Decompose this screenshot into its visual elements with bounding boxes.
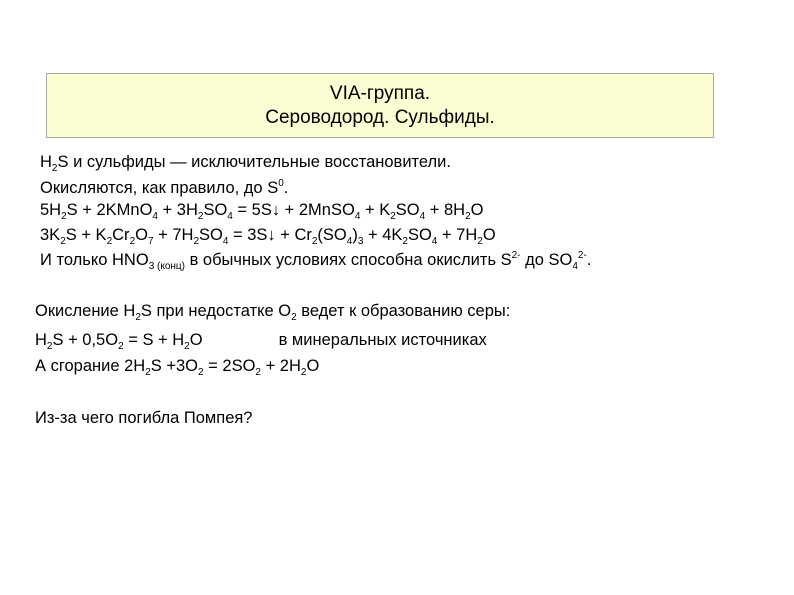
subscript: 2 <box>51 163 58 174</box>
subscript: 2 <box>402 236 408 247</box>
text-segment: + 7H <box>437 226 478 244</box>
text-segment: SO <box>395 201 420 219</box>
text-segment: O <box>470 201 484 219</box>
text-segment: S +3O <box>150 357 199 375</box>
text-segment: И только HNO <box>40 251 149 269</box>
text-segment: = 5S↓ + 2MnSO <box>232 201 355 219</box>
subscript: 2 <box>197 211 204 222</box>
subscript: 2 <box>300 367 307 378</box>
superscript: 2- <box>511 250 521 261</box>
equation-combustion <box>35 356 319 376</box>
equation-partial-oxidation <box>35 330 487 350</box>
subscript: 2 <box>390 211 396 222</box>
text-segment: H <box>35 331 47 349</box>
subscript: 4 <box>354 211 361 222</box>
text-segment: O <box>306 357 320 375</box>
text-segment: Окисление H <box>35 302 136 320</box>
subscript: 2 <box>129 236 136 247</box>
text-segment: в обычных условиях способна окислить S <box>185 251 512 269</box>
question-pompeii <box>35 408 252 428</box>
subscript: 2 <box>311 236 318 247</box>
text-segment: Из-за чего погибла Помпея? <box>35 409 253 427</box>
slide-title-line-2: Сероводород. Сульфиды. <box>265 107 495 128</box>
text-segment: O <box>482 226 496 244</box>
subscript: 3 <box>357 236 364 247</box>
subscript: 2 <box>465 211 471 222</box>
text-segment: SO <box>199 226 223 244</box>
superscript: 0 <box>278 178 284 189</box>
subscript: 2 <box>477 236 483 247</box>
text-segment: в минеральных источниках <box>278 331 487 349</box>
subscript: 4 <box>346 236 353 247</box>
subscript: 2 <box>118 341 124 352</box>
text-segment: S и сульфиды — исключительные восстановители. <box>57 153 451 171</box>
text-segment: (SO <box>317 226 347 244</box>
subscript: 2 <box>184 341 190 352</box>
text-segment: + 3H <box>157 201 198 219</box>
text-segment: . <box>283 179 289 197</box>
text-segment: + 7H <box>153 226 194 244</box>
text-segment: = S + H <box>123 331 185 349</box>
subscript: 2 <box>135 312 141 323</box>
text-segment: 5H <box>40 201 62 219</box>
text-segment: = 2SO <box>203 357 256 375</box>
subscript: 4 <box>152 211 158 222</box>
text-segment: S + 2KMnO <box>66 201 153 219</box>
text-segment: + 4K <box>363 226 403 244</box>
text-segment: ) <box>352 226 358 244</box>
subscript: 2 <box>198 367 204 378</box>
subscript: 4 <box>227 211 233 222</box>
text-segment: 3K <box>40 226 61 244</box>
subscript: 4 <box>572 261 578 272</box>
text-segment: SO <box>407 226 432 244</box>
text-segment: А сгорание 2H <box>35 357 146 375</box>
text-segment: H <box>40 153 52 171</box>
text-segment: ведет к образованию серы: <box>296 302 511 320</box>
slide-title-line-1: VIA-группа. <box>329 83 431 104</box>
subscript: 7 <box>147 236 154 247</box>
text-segment: S + 0,5O <box>52 331 119 349</box>
text-segment: O <box>135 226 148 244</box>
subscript: 2 <box>193 236 199 247</box>
text-segment: = 3S↓ + Cr <box>228 226 312 244</box>
superscript: 2- <box>577 250 587 261</box>
text-segment: S при недостатке O <box>140 302 292 320</box>
subscript: 2 <box>61 211 67 222</box>
subscript: 4 <box>222 236 229 247</box>
text-segment: + 2H <box>260 357 301 375</box>
subscript: 4 <box>419 211 426 222</box>
subscript: 2 <box>291 312 297 323</box>
text-segment: O <box>189 331 203 349</box>
text-segment: Cr <box>112 226 130 244</box>
text-line-oxidized-to-sulfur <box>40 178 288 198</box>
text-segment: до SO <box>520 251 573 269</box>
text-segment: S + K <box>65 226 107 244</box>
text-segment: + 8H <box>425 201 466 219</box>
slide-title-box <box>46 73 714 138</box>
subscript: 2 <box>46 341 53 352</box>
subscript: 2 <box>106 236 113 247</box>
text-line-oxidation-lack-o2 <box>35 301 510 321</box>
subscript: 3 (конц) <box>148 261 185 272</box>
text-segment: . <box>586 251 592 269</box>
text-segment: SO <box>203 201 228 219</box>
text-line-hno3 <box>40 250 591 270</box>
subscript: 2 <box>255 367 261 378</box>
text-line-reducers <box>40 152 451 172</box>
subscript: 2 <box>145 367 151 378</box>
subscript: 2 <box>60 236 66 247</box>
text-segment: + K <box>360 201 391 219</box>
subscript: 4 <box>431 236 438 247</box>
text-segment: Окисляются, как правило, до S <box>40 179 279 197</box>
equation-kmno4 <box>40 200 483 220</box>
equation-dichromate <box>40 225 496 245</box>
